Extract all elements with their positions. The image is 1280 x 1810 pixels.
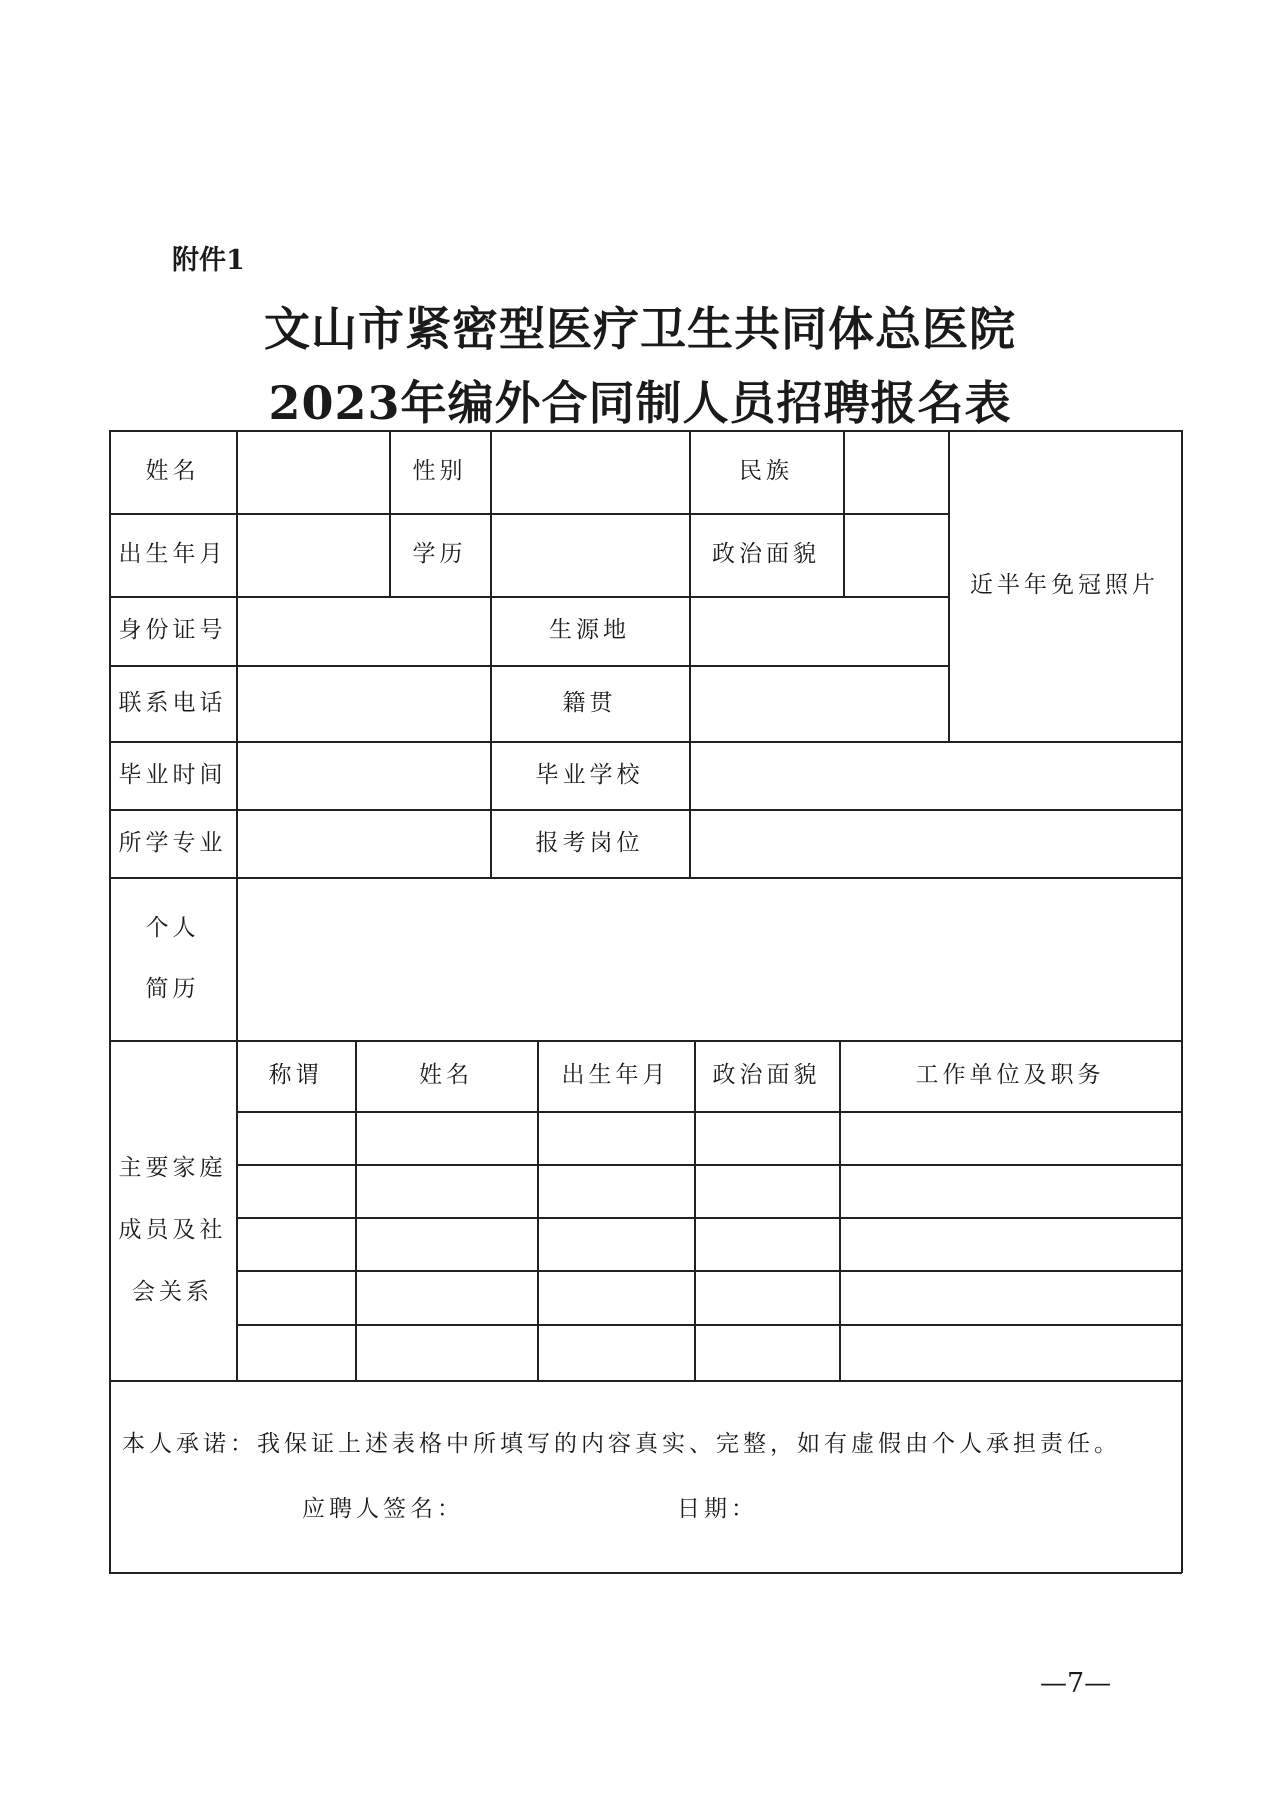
grad-school-field[interactable] xyxy=(689,741,1181,809)
native-place-field[interactable] xyxy=(689,665,948,741)
label-gender: 性别 xyxy=(412,458,467,485)
family-header-relation: 称谓 xyxy=(268,1062,323,1089)
label-resume xyxy=(109,877,236,1040)
label-native-place: 籍贯 xyxy=(562,689,617,716)
id-number-field[interactable] xyxy=(236,596,490,665)
grad-time-field[interactable] xyxy=(236,741,490,809)
table-row[interactable] xyxy=(236,1111,1181,1164)
label-family-line3: 会关系 xyxy=(132,1279,213,1306)
position-field[interactable] xyxy=(689,809,1181,877)
name-field[interactable] xyxy=(236,430,389,513)
gender-field[interactable] xyxy=(490,430,689,513)
table-row[interactable] xyxy=(236,1324,1181,1380)
label-ethnicity: 民族 xyxy=(739,458,793,485)
ethnicity-field[interactable] xyxy=(843,430,948,513)
label-political: 政治面貌 xyxy=(712,541,820,568)
label-name: 姓名 xyxy=(145,458,200,485)
label-education: 学历 xyxy=(412,541,467,568)
label-grad-time: 毕业时间 xyxy=(118,761,227,788)
label-resume-line1: 个人 xyxy=(145,915,200,942)
label-family-line1: 主要家庭 xyxy=(118,1154,227,1181)
birth-field[interactable] xyxy=(236,513,389,596)
resume-field[interactable] xyxy=(236,877,1181,1040)
family-header-political: 政治面貌 xyxy=(712,1062,821,1089)
date-label: 日期： xyxy=(677,1496,758,1522)
label-grad-school: 毕业学校 xyxy=(535,761,644,788)
origin-field[interactable] xyxy=(689,596,948,665)
photo-box[interactable]: 近半年免冠照片 xyxy=(970,572,1159,599)
family-header-birth: 出生年月 xyxy=(561,1062,670,1089)
label-phone: 联系电话 xyxy=(118,689,227,716)
page-title-line2: 2023年编外合同制人员招聘报名表 xyxy=(268,376,1012,430)
label-family-line2: 成员及社 xyxy=(118,1216,227,1243)
family-header-work: 工作单位及职务 xyxy=(915,1062,1105,1089)
label-resume-line2: 简历 xyxy=(145,975,200,1002)
major-field[interactable] xyxy=(236,809,490,877)
attachment-label: 附件1 xyxy=(172,245,245,276)
signature-label: 应聘人签名： xyxy=(302,1496,464,1522)
label-major: 所学专业 xyxy=(118,829,227,856)
table-row[interactable] xyxy=(236,1217,1181,1270)
page-title-line1: 文山市紧密型医疗卫生共同体总医院 xyxy=(264,302,1016,356)
page-number: —7— xyxy=(1040,1668,1112,1699)
label-position: 报考岗位 xyxy=(535,829,644,856)
education-field[interactable] xyxy=(490,513,689,596)
label-id-number: 身份证号 xyxy=(118,617,227,644)
label-family xyxy=(109,1040,236,1380)
political-field[interactable] xyxy=(843,513,948,596)
table-row[interactable] xyxy=(236,1164,1181,1217)
label-origin: 生源地 xyxy=(549,617,630,644)
label-birth: 出生年月 xyxy=(118,541,227,568)
promise-text: 本人承诺：我保证上述表格中所填写的内容真实、完整，如有虚假由个人承担责任。 xyxy=(122,1431,1121,1457)
family-header-name: 姓名 xyxy=(419,1062,473,1089)
table-row[interactable] xyxy=(236,1270,1181,1324)
phone-field[interactable] xyxy=(236,665,490,741)
